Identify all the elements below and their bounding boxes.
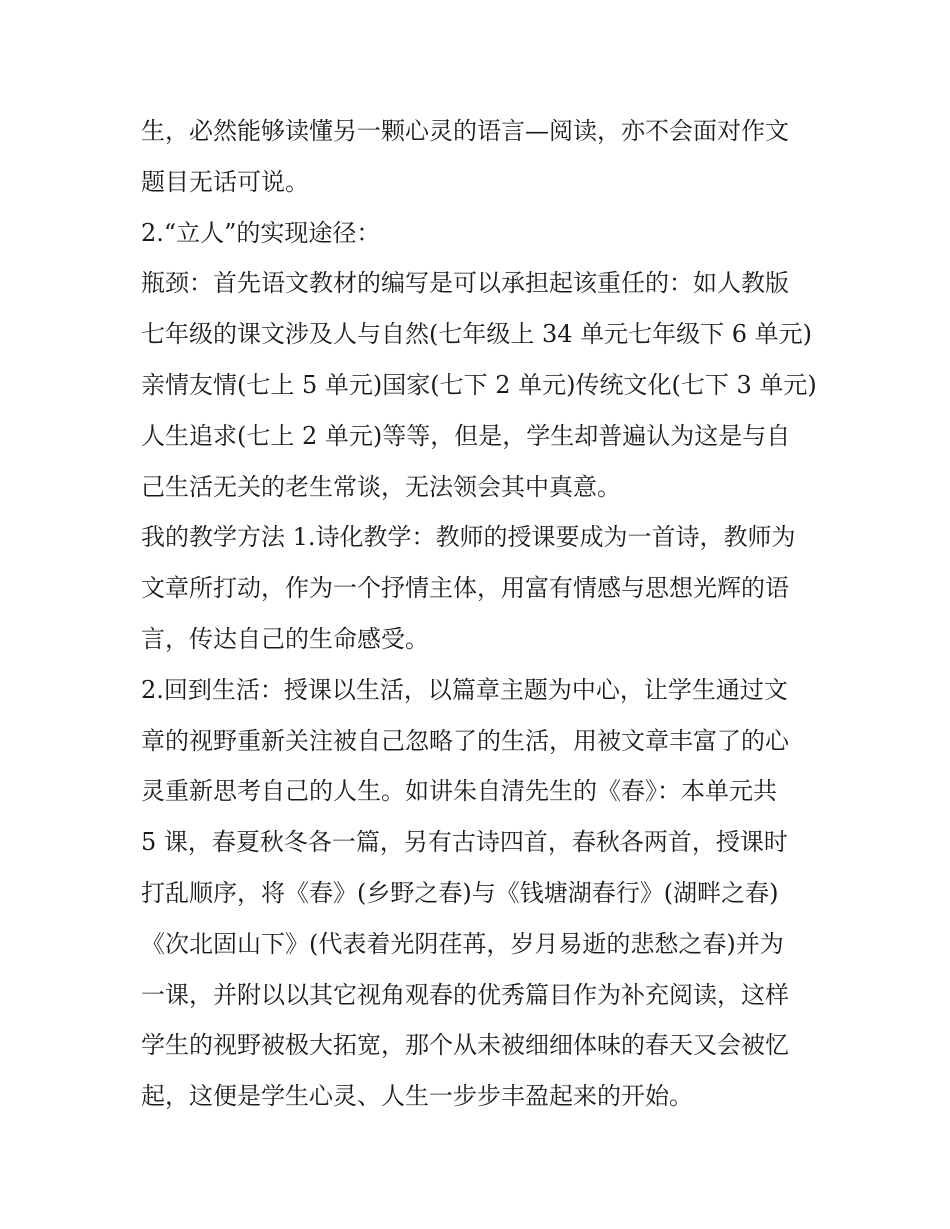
- document-body: [141, 106, 821, 1122]
- text-line: 起，这便是学生心灵、人生一步步丰盈起来的开始。: [141, 1082, 693, 1111]
- text-line: 七年级的课文涉及人与自然(七年级上 34 单元七年级下 6 单元): [141, 320, 813, 349]
- text-line: 学生的视野被极大拓宽，那个从未被细细体味的春天又会被忆: [141, 1031, 789, 1060]
- text-line: 我的教学方法 1.诗化教学：教师的授课要成为一首诗，教师为: [141, 523, 796, 552]
- text-line: 灵重新思考自己的人生。如讲朱自清先生的《春》：本单元共: [141, 777, 777, 806]
- text-line: 言，传达自己的生命感受。: [141, 624, 429, 653]
- text-line: 瓶颈：首先语文教材的编写是可以承担起该重任的：如人教版: [141, 269, 789, 298]
- text-line: 亲情友情(七上 5 单元)国家(七下 2 单元)传统文化(七下 3 单元): [141, 370, 817, 399]
- text-line: 5 课，春夏秋冬各一篇，另有古诗四首，春秋各两首，授课时: [141, 828, 788, 857]
- text-line: 2.回到生活：授课以生活，以篇章主题为中心，让学生通过文: [141, 675, 788, 704]
- text-line: 题目无话可说。: [141, 167, 309, 196]
- section-heading: 2.“立人”的实现途径：: [141, 218, 381, 247]
- text-line: 己生活无关的老生常谈，无法领会其中真意。: [141, 472, 621, 501]
- text-line: 《次北固山下》(代表着光阴荏苒，岁月易逝的悲愁之春)并为: [141, 929, 784, 958]
- text-line: 生，必然能够读懂另一颗心灵的语言—阅读，亦不会面对作文: [141, 117, 789, 145]
- text-line: 打乱顺序，将《春》(乡野之春)与《钱塘湖春行》(湖畔之春): [141, 878, 779, 907]
- text-line: 人生追求(七上 2 单元)等等，但是，学生却普遍认为这是与自: [141, 421, 791, 450]
- text-line: 文章所打动，作为一个抒情主体，用富有情感与思想光辉的语: [141, 574, 789, 603]
- text-line: 一课，并附以以其它视角观春的优秀篇目作为补充阅读，这样: [141, 980, 789, 1009]
- text-line: 章的视野重新关注被自己忽略了的生活，用被文章丰富了的心: [141, 726, 789, 755]
